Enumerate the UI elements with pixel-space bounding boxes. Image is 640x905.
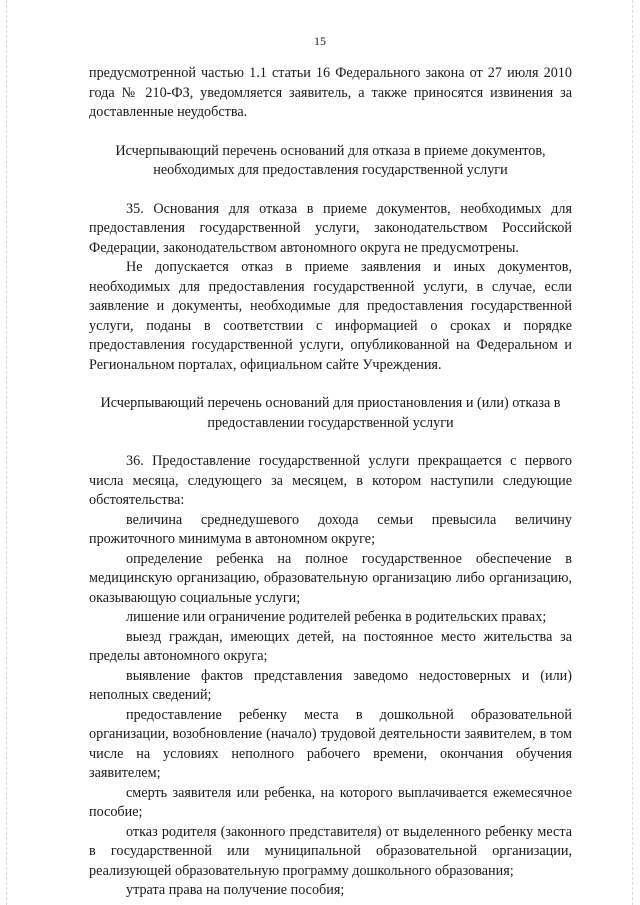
paragraph-36: 36. Предоставление государственной услуги прекращается с первого числа месяца, следующего за месяцем, в котором наступили следующие обстоятельства: xyxy=(89,453,572,508)
list-item: предоставление ребенку места в дошкольной образовательной организации, возобновление (начало) трудовой деятельности заявителем, в том числе на условиях неполного рабочего времени, окончания обучения заявителем; xyxy=(89,706,572,781)
paragraph-35: 35. Основания для отказа в приеме документов, необходимых для предоставления государственной услуги, законодательством Российской Федерации, законодательством автономного округа не предусмотрены. xyxy=(89,200,572,256)
scan-edge-right xyxy=(632,0,634,905)
list-item: утрата права на получение пособия; xyxy=(126,882,345,898)
list-item: выявление фактов представления заведомо недостоверных и (или) неполных сведений; xyxy=(89,667,572,703)
paragraph-35-continued: Не допускается отказ в приеме заявления и иных документов, необходимых для предоставления государственной услуги, в случае, если заявление и документы, необходимые для предоставления государственной услуги, поданы в соответствии с информацией о сроках и порядке предоставления государственной услуги, опубликованной на Федеральном и Региональном порталах, официальном сайте Учреждения. xyxy=(89,259,572,373)
list-item: выезд граждан, имеющих детей, на постоянное место жительства за пределы автономного округа; xyxy=(89,628,572,664)
list-item: отказ родителя (законного представителя) от выделенного ребенку места в государственной или муниципальной образовательной организации, реализующей образовательную программу дошкольного образования; xyxy=(89,823,572,879)
section-heading-suspension-refusal: Исчерпывающий перечень оснований для приостановления и (или) отказа в предоставлении государственной услуги xyxy=(100,395,561,431)
list-item: смерть заявителя или ребенка, на которого выплачивается ежемесячное пособие; xyxy=(89,784,572,820)
scan-edge-left xyxy=(6,0,8,905)
section-heading-refusal-acceptance: Исчерпывающий перечень оснований для отказа в приеме документов, необходимых для предоставления государственной услуги xyxy=(115,142,546,178)
list-item: лишение или ограничение родителей ребенка в родительских правах; xyxy=(126,609,547,625)
list-item: величина среднедушевого дохода семьи превысила величину прожиточного минимума в автономном округе; xyxy=(89,511,572,547)
list-item: определение ребенка на полное государственное обеспечение в медицинскую организацию, образовательную организацию либо организацию, оказывающую социальные услуги; xyxy=(89,550,572,606)
paragraph-continuation: предусмотренной частью 1.1 статьи 16 Федерального закона от 27 июля 2010 года № 210-ФЗ, уведомляется заявитель, а также приносятся извинения за доставленные неудобства. xyxy=(89,65,572,120)
document-body xyxy=(89,64,572,901)
page-number: 15 xyxy=(314,34,326,48)
